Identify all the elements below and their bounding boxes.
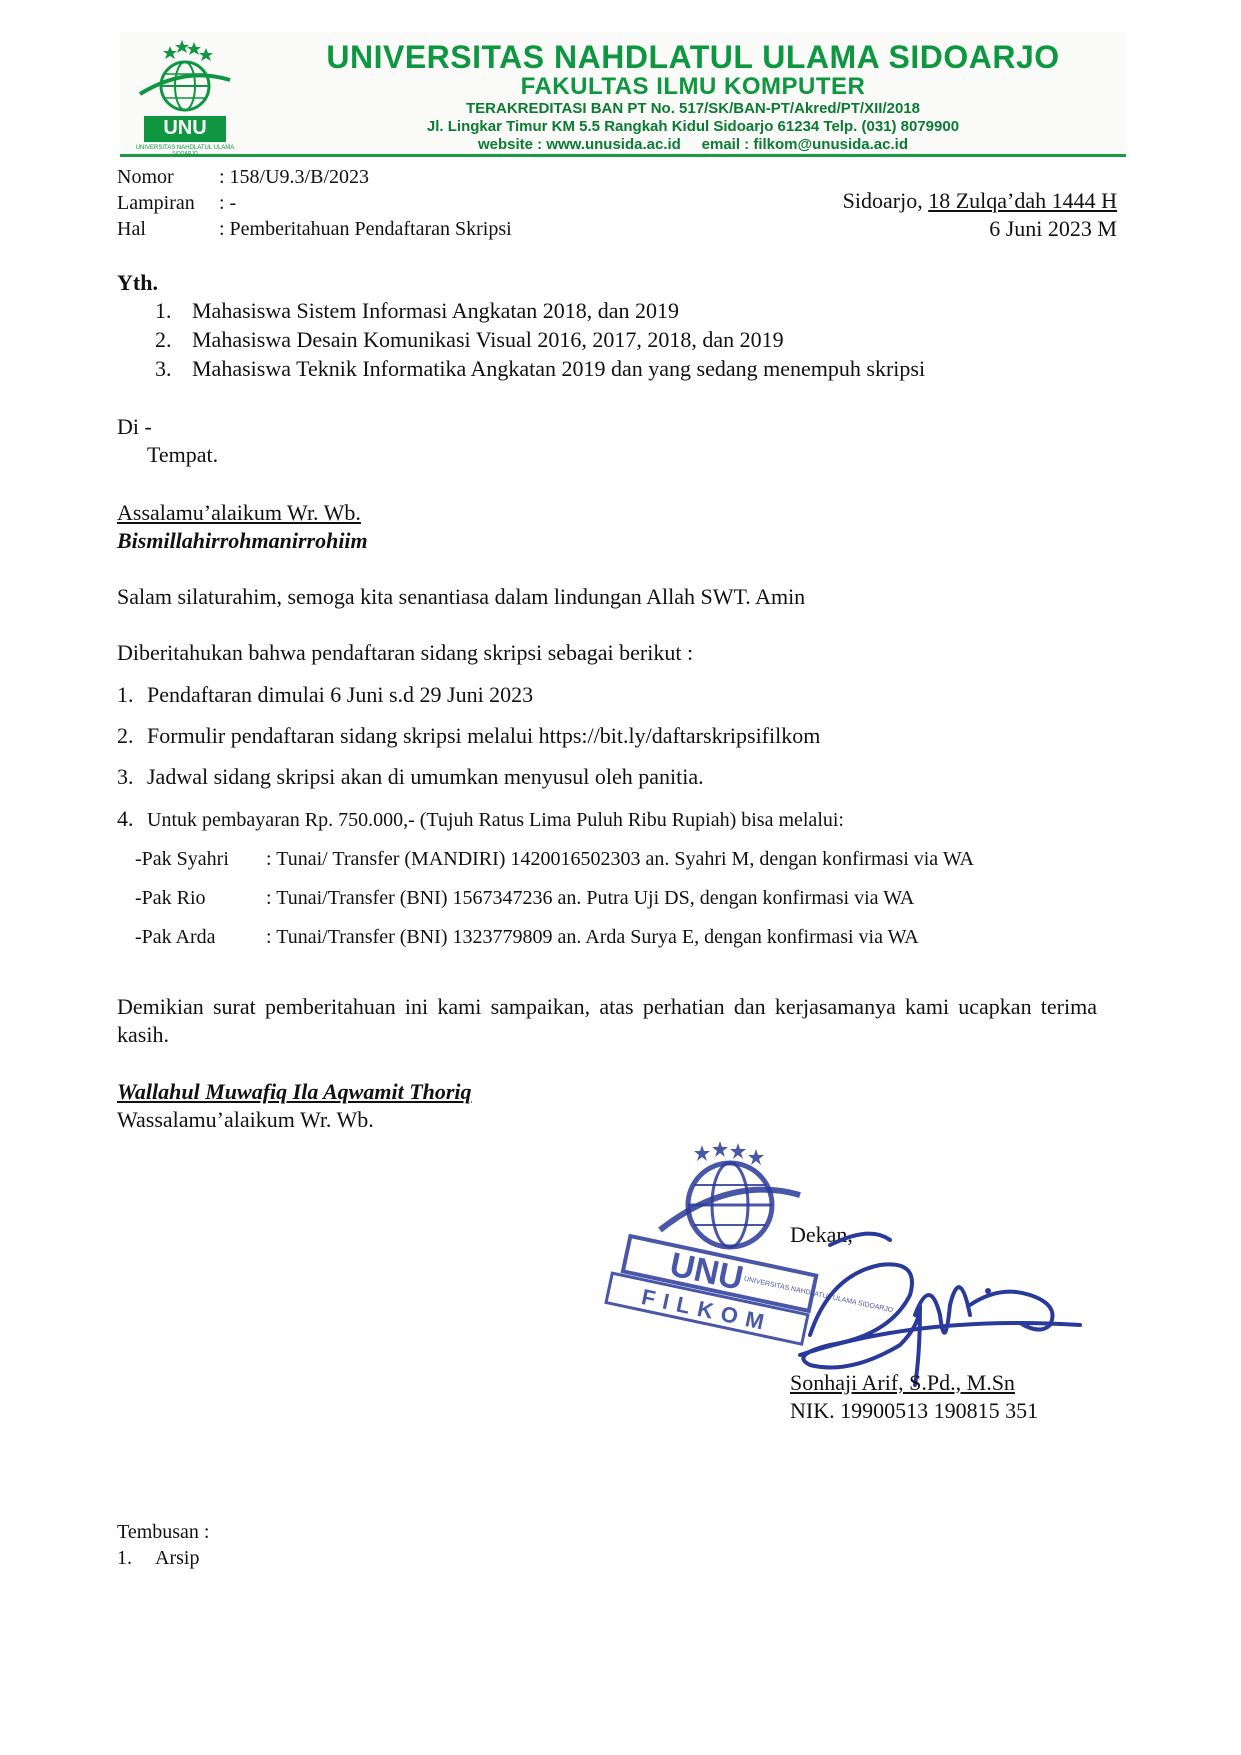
contact-line: website : www.unusida.ac.id email : filkom@unusida.ac.id [478,136,908,153]
point-2: Formulir pendaftaran sidang skripsi melalui https://bit.ly/daftarskripsifilkom [147,723,821,748]
point-1: Pendaftaran dimulai 6 Juni s.d 29 Juni 2023 [147,682,534,707]
letterhead [120,32,1126,157]
payment-name-3: -Pak Arda [135,926,216,948]
payment-detail-1: : Tunai/ Transfer (MANDIRI) 1420016502303 an. Syahri M, dengan konfirmasi via WA [266,848,974,870]
university-name: UNIVERSITAS NAHDLATUL ULAMA SIDOARJO [326,39,1060,75]
tempat-label: Tempat. [147,442,219,467]
lampiran-value: : - [219,192,237,214]
faculty-name: FAKULTAS ILMU KOMPUTER [520,73,866,100]
accreditation-line: TERAKREDITASI BAN PT No. 517/SK/BAN-PT/Akred/PT/XII/2018 [466,100,920,117]
tembusan-label: Tembusan : [117,1521,210,1543]
university-logo-icon [130,36,240,154]
signature-icon [770,1185,1100,1395]
signatory-nik: NIK. 19900513 190815 351 [790,1398,1039,1423]
letterhead-text [260,40,1126,154]
signature-title: Dekan, [790,1222,853,1247]
svg-text:UNIVERSITAS NAHDLATUL ULAMA: UNIVERSITAS NAHDLATUL ULAMA [135,145,235,151]
point-3: Jadwal sidang skripsi akan di umumkan menyusul oleh panitia. [147,764,704,789]
di-label: Di - [117,414,152,439]
tembusan-num-1: 1. [117,1547,132,1569]
letterhead-divider [120,154,1126,157]
lampiran-label: Lampiran [117,192,195,214]
payment-name-2: -Pak Rio [135,887,206,909]
nomor-label: Nomor [117,166,174,188]
recipient-num-2: 2. [155,327,172,352]
svg-text:UNU: UNU [666,1245,747,1298]
recipient-item-1: Mahasiswa Sistem Informasi Angkatan 2018, dan 2019 [192,298,679,323]
point-num-4: 4. [117,806,134,831]
tembusan-item-1: Arsip [155,1547,200,1569]
address-line: Jl. Lingkar Timur KM 5.5 Rangkah Kidul Sidoarjo 61234 Telp. (031) 8079900 [426,118,960,135]
payment-detail-2: : Tunai/Transfer (BNI) 1567347236 an. Putra Uji DS, dengan konfirmasi via WA [266,887,915,909]
date-masehi: 6 Juni 2023 M [989,216,1117,241]
wassalam: Wassalamu’alaikum Wr. Wb. [117,1107,374,1132]
recipient-num-1: 1. [155,298,172,323]
payment-detail-3: : Tunai/Transfer (BNI) 1323779809 an. Arda Surya E, dengan konfirmasi via WA [266,926,919,948]
recipient-item-2: Mahasiswa Desain Komunikasi Visual 2016, 2017, 2018, dan 2019 [192,327,784,352]
payment-name-1: -Pak Syahri [135,848,229,870]
svg-text:UNIVERSITAS NAHDLATUL ULAMA SI: UNIVERSITAS NAHDLATUL ULAMA SIDOARJO [743,1275,894,1315]
salam-opening: Assalamu’alaikum Wr. Wb. [117,500,361,525]
svg-text:UNU: UNU [163,117,207,139]
greeting: Salam silaturahim, semoga kita senantiasa dalam lindungan Allah SWT. Amin [117,584,806,609]
hal-label: Hal [117,218,146,240]
signatory-name: Sonhaji Arif, S.Pd., M.Sn [790,1370,1015,1395]
recipient-heading: Yth. [117,270,158,295]
svg-text:FILKOM: FILKOM [639,1284,774,1337]
point-4: Untuk pembayaran Rp. 750.000,- (Tujuh Ratus Lima Puluh Ribu Rupiah) bisa melalui: [147,809,844,831]
date-hijri: Sidoarjo, 18 Zulqa’dah 1444 H [842,188,1117,213]
wallahul: Wallahul Muwafiq Ila Aqwamit Thoriq [117,1079,472,1104]
recipient-num-3: 3. [155,356,172,381]
point-num-3: 3. [117,764,134,789]
point-num-1: 1. [117,682,134,707]
recipient-item-3: Mahasiswa Teknik Informatika Angkatan 2019 dan yang sedang menempuh skripsi [192,356,926,381]
body-intro: Diberitahukan bahwa pendaftaran sidang skripsi sebagai berikut : [117,640,694,665]
hal-value: : Pemberitahuan Pendaftaran Skripsi [219,218,512,240]
closing-paragraph: Demikian surat pemberitahuan ini kami sampaikan, atas perhatian dan kerjasamanya kami ucapkan terima kasih. [117,994,1097,1047]
point-num-2: 2. [117,723,134,748]
bismillah: Bismillahirrohmanirrohiim [117,528,368,553]
nomor-value: : 158/U9.3/B/2023 [219,166,370,188]
